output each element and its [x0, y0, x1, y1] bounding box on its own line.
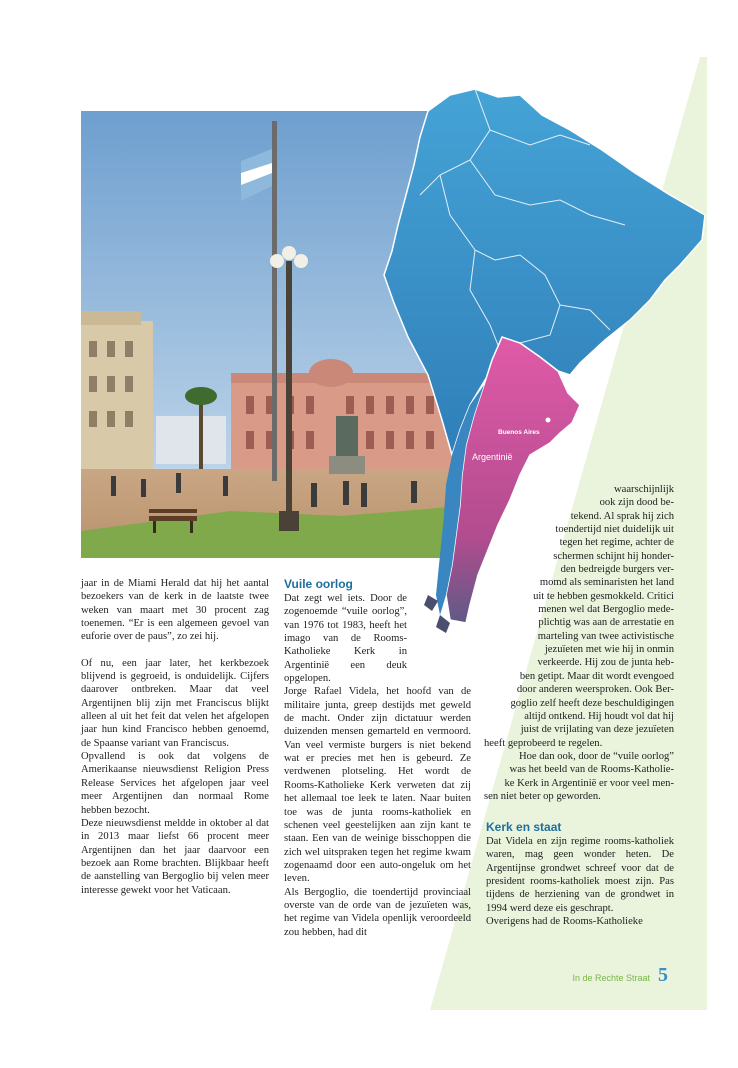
col3-paragraph-1: Dat Videla en zijn regime rooms-katholiek waren, mag geen wonder heten. De Argentijnse grondwet schreef voor dat de president rooms-katholiek moest zijn. Pas tijdens de herziening van de grondwet in 1994 werd deze eis geschrapt. [486, 836, 674, 914]
col3-line: jezuïeten met wie hij in onmin [544, 644, 674, 656]
section-heading-kerk-en-staat: Kerk en staat [486, 820, 562, 834]
col1-paragraph-1: jaar in de Miami Herald dat hij het aantal bezoekers van de kerk in de laatste twee weken van maart met 30 procent zag toenemen. “Er is een algemeen gevoel van euforie over de paus”, zo zei hij. [81, 578, 269, 643]
col3-line: waarschijnlijk [613, 484, 674, 495]
col3-line: marteling van twee activistische [537, 630, 674, 642]
article-column-1 [81, 577, 269, 897]
magazine-title: In de Rechte Straat [572, 973, 650, 983]
col3-line: menen wel dat Bergoglio mede- [538, 604, 674, 616]
col3-wrapped-text [484, 483, 674, 803]
col3-line: schermen schijnt hij honder- [553, 550, 674, 562]
col3-line: juist de vrijlating van deze jezuïeten [520, 724, 674, 736]
page-number: 5 [658, 964, 668, 986]
col3-line: toendertijd niet duidelijk uit [555, 524, 674, 536]
col1-paragraph-4: Deze nieuwsdienst meldde in oktober al dat in 2013 maar liefst 66 procent meer Argentijnen dan het jaar daarvoor een bezoek aan Rome brachten. Blijkbaar heeft de aanstelling van Bergoglio bij velen meer interesse gewekt voor het Vaticaan. [81, 817, 269, 896]
article-column-3 [486, 820, 674, 928]
col3-line: ben getipt. Maar dit wordt evengoed [519, 670, 674, 682]
col2-paragraph-3: Als Bergoglio, die toendertijd provinciaal overste van de orde van de jezuïeten was, het regime van Videla openlijk veroordeeld zou hebben, had dit [284, 886, 471, 938]
col2-paragraph-1: Dat zegt wel iets. Door de zogenoemde “vuile oorlog”, van 1976 tot 1983, heeft het imago van de Rooms-Katholieke Kerk in Argentinië een deuk opgelopen. [284, 593, 407, 685]
map-city-label: Buenos Aires [498, 429, 540, 436]
col3-line: ke Kerk in Argentinië er voor veel men- [504, 777, 674, 789]
col3-paragraph-2: Overigens had de Rooms-Katholieke [486, 916, 643, 928]
section-heading-vuile-oorlog: Vuile oorlog [284, 577, 353, 591]
col3-line: den bedreigde burgers ver- [560, 564, 674, 576]
col2-paragraph-2: Jorge Rafael Videla, het hoofd van de militaire junta, greep destijds met geweld de macht. Onder zijn dictatuur werden duizenden mensen gemarteld en vermoord. Van veel vermiste burgers is niet bekend wat er precies met hen is gebeurd. Ze verdwenen plotseling. Het wordt de Rooms-Katholieke Kerk verweten dat zij het allemaal toe leek te laten. Naar buiten toe was de junta rooms-katholiek en schenen veel geestelijken aan zijn kant te staan. Een van de weinige bisschoppen die zich wel uitspraken tegen het regime kwam zogenaamd door een auto-ongeluk om het leven. [284, 686, 471, 885]
col3-line: door anderen weersproken. Ook Ber- [516, 684, 674, 696]
col3-line: goglio zelf heeft deze beschuldigingen [510, 697, 674, 709]
col3-line: verkeerde. Hij zou de junta heb- [537, 657, 674, 669]
col3-line: tegen het regime, achter de [559, 537, 674, 549]
col1-paragraph-2: Of nu, een jaar later, het kerkbezoek blijvend is gegroeid, is onduidelijk. Cijfers daarover ontbreken. Maar dat veel Argentijnen blij zijn met Franciscus blijkt alleen al uit het feit dat velen het afgelopen jaar hun kind Francisco hebben genoemd, de Spaanse variant van Franciscus. [81, 657, 269, 749]
page-footer [572, 964, 668, 987]
col1-paragraph-3: Opvallend is ook dat volgens de Amerikaanse nieuwsdienst Religion Press Release Services het afgelopen jaar veel meer Argentijnen dan normaal Rome hebben bezocht. [81, 751, 269, 816]
map-country-label: Argentinië [472, 452, 513, 462]
col3-line: momd als seminaristen het land [539, 577, 674, 589]
article-column-2 [284, 577, 471, 939]
col3-line: uit te hebben gesmokkeld. Critici [533, 590, 674, 602]
col3-line: tekend. Al sprak hij zich [570, 510, 674, 522]
col3-line: altijd ontkend. Hij houdt vol dat hij [524, 710, 674, 722]
col3-line: ook zijn dood be- [599, 497, 674, 509]
col3-line: Hoe dan ook, door de “vuile oorlog” [518, 750, 674, 762]
col3-line: plichtig was aan de arrestatie en [538, 617, 674, 629]
col3-line: sen niet beter op geworden. [484, 790, 601, 802]
col3-line: heeft geprobeerd te regelen. [484, 737, 603, 749]
col3-line: was het beeld van de Rooms-Katholie- [509, 764, 674, 776]
